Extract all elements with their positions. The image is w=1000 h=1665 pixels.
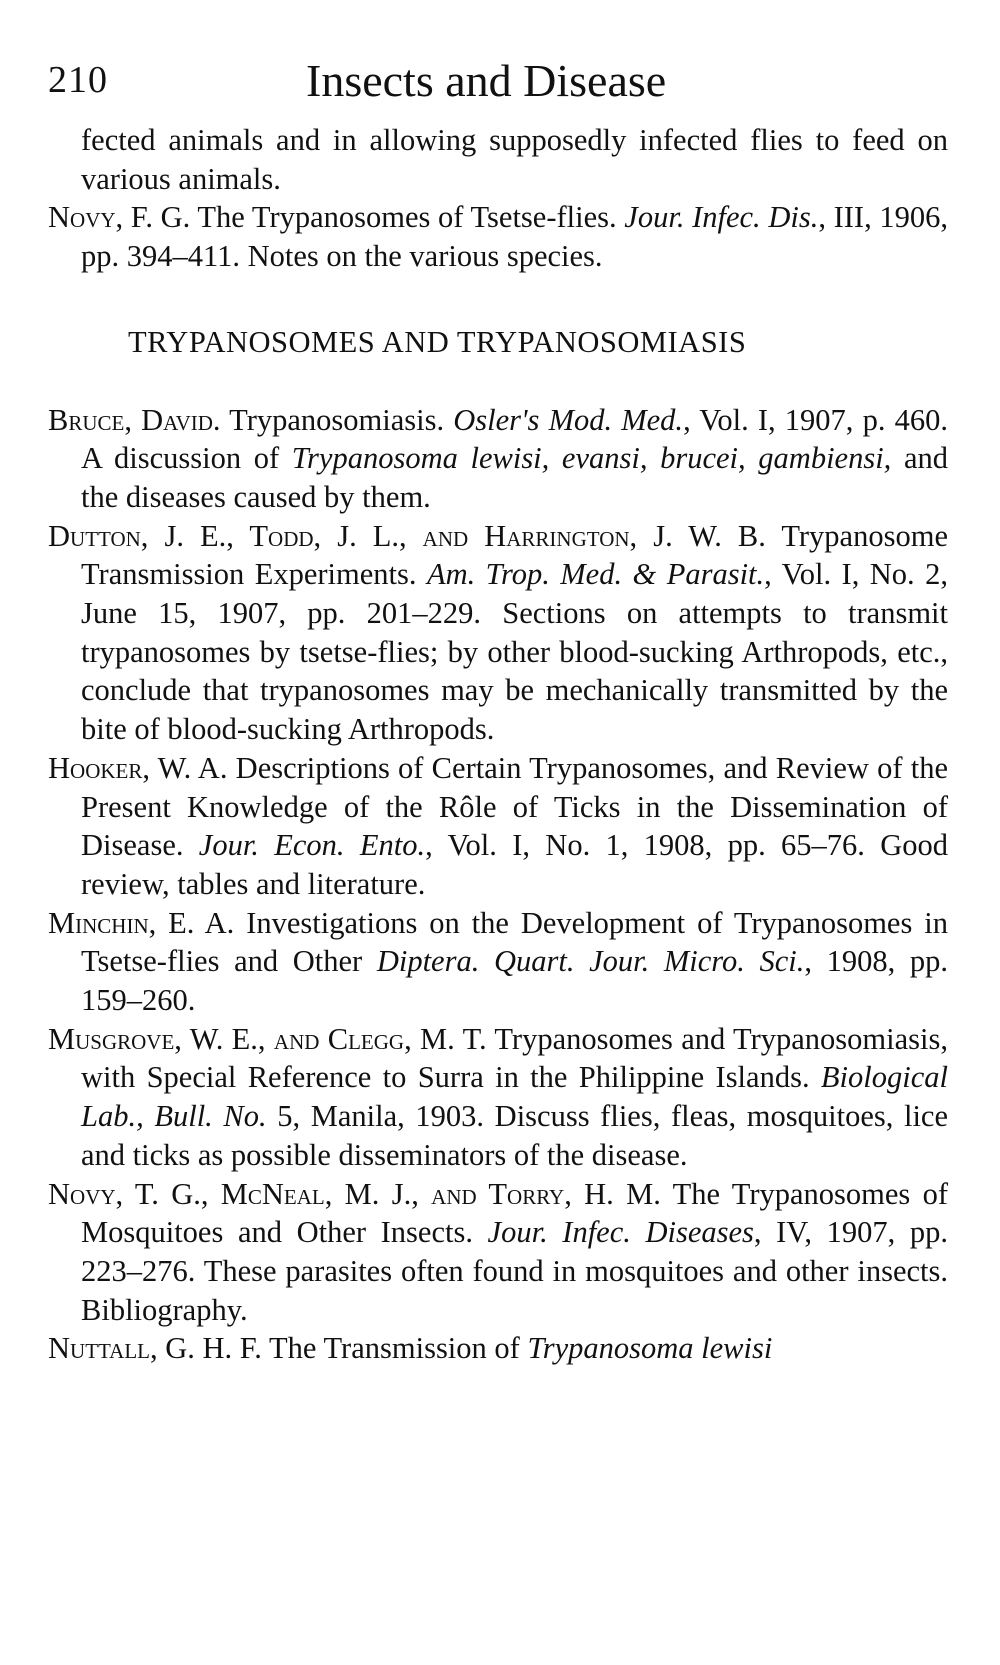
bibliography-entry	[48, 904, 948, 1020]
entry-title: Investigations on the Development of Trypanosomes in Tsetse-flies and Other	[81, 905, 948, 979]
running-head	[48, 55, 948, 118]
entry-title: Trypanosome Transmission Experiments.	[81, 518, 948, 592]
entry-title: Trypanosomes and Trypanosomiasis, with Special Reference to Surra in the Philippine Islands.	[81, 1021, 948, 1095]
entry-author: Dutton, J. E., Todd, J. L., and Harrington, J. W. B.	[48, 518, 766, 553]
bibliography-entry	[48, 1175, 948, 1330]
entry-details: and the diseases caused by them.	[81, 441, 948, 514]
entry-title: Descriptions of Certain Trypanosomes, and Review of the Present Knowledge of the Rôle of Ticks in the Dissemination of Disease.	[81, 750, 948, 863]
entry-details: 5, Manila, 1903. Discuss flies, fleas, mosquitoes, lice and ticks as possible disseminators of the disease.	[81, 1099, 948, 1172]
entry-details: , IV, 1907, pp. 223–276. These parasites often found in mosquitoes and other insects. Bibliography.	[81, 1215, 948, 1327]
entry-journal: Biological Lab., Bull. No.	[81, 1060, 948, 1134]
continued-paragraph: fected animals and in allowing supposedly infected flies to feed on various animals.	[81, 123, 948, 196]
entry-details: , Vol. I, 1907, p. 460. A discussion of	[81, 402, 948, 476]
bibliography-entry	[48, 749, 948, 904]
entry-details: , III, 1906, pp. 394–411. Notes on the various species.	[81, 200, 948, 274]
entry-author: Novy, F. G.	[48, 200, 191, 235]
entry-title: The Trypanosomes of Tsetse-flies.	[190, 200, 625, 235]
bibliography-entry	[48, 401, 948, 517]
book-page	[48, 55, 949, 1368]
entry-title: The Transmission of	[261, 1331, 528, 1366]
entry-title: The Trypanosomes of Mosquitoes and Other Insects.	[81, 1176, 948, 1250]
section-heading: TRYPANOSOMES AND TRYPANOSOMIASIS	[128, 324, 747, 359]
entry-details: , 1908, pp. 159–260.	[81, 944, 949, 1018]
entry-journal: Jour. Infec. Dis.	[624, 200, 819, 235]
page-number: 210	[48, 59, 108, 101]
bibliography-entry	[48, 1329, 948, 1368]
entry-journal: Osler's Mod. Med.	[453, 402, 684, 437]
entry-details: , Vol. I, No. 1, 1908, pp. 65–76. Good review, tables and literature.	[81, 828, 948, 901]
entry-author: Bruce, David.	[48, 402, 221, 437]
entry-journal: Trypanosoma lewisi	[527, 1331, 773, 1366]
running-title: Insects and Disease	[306, 55, 667, 106]
entry-author: Minchin, E. A.	[48, 905, 235, 940]
entry-author: Musgrove, W. E., and Clegg, M. T.	[48, 1021, 487, 1056]
entry-author: Novy, T. G., McNeal, M. J., and Torry, H. M.	[48, 1176, 661, 1211]
entry-journal: Jour. Econ. Ento.	[198, 828, 426, 863]
entry-journal: Jour. Infec. Diseases	[487, 1215, 754, 1250]
entry-journal: Am. Trop. Med. & Parasit.	[426, 557, 765, 592]
entry-separator	[479, 944, 494, 978]
bibliography-entry	[48, 198, 948, 275]
entry-author: Hooker, W. A.	[48, 750, 228, 785]
entry-details: , Vol. I, No. 2, June 15, 1907, pp. 201–229. Sections on attempts to transmit trypanosomes by tsetse-flies; by other blood-sucking Arthropods, etc., conclude that trypanosomes may be mechanically transmitted by the bite of blood-sucking Arthropods.	[81, 557, 948, 747]
entry-author: Nuttall, G. H. F.	[48, 1331, 262, 1366]
body-text	[48, 121, 948, 1368]
entry-journal: Quart. Jour. Micro. Sci.	[493, 944, 805, 979]
entry-journal: Diptera.	[376, 944, 480, 979]
entry-title: Trypanosomiasis.	[220, 402, 454, 437]
bibliography-entry	[48, 1020, 948, 1175]
entry-species: Trypanosoma lewisi, evansi, brucei, gambiensi,	[291, 441, 892, 476]
bibliography-entry	[48, 517, 948, 749]
